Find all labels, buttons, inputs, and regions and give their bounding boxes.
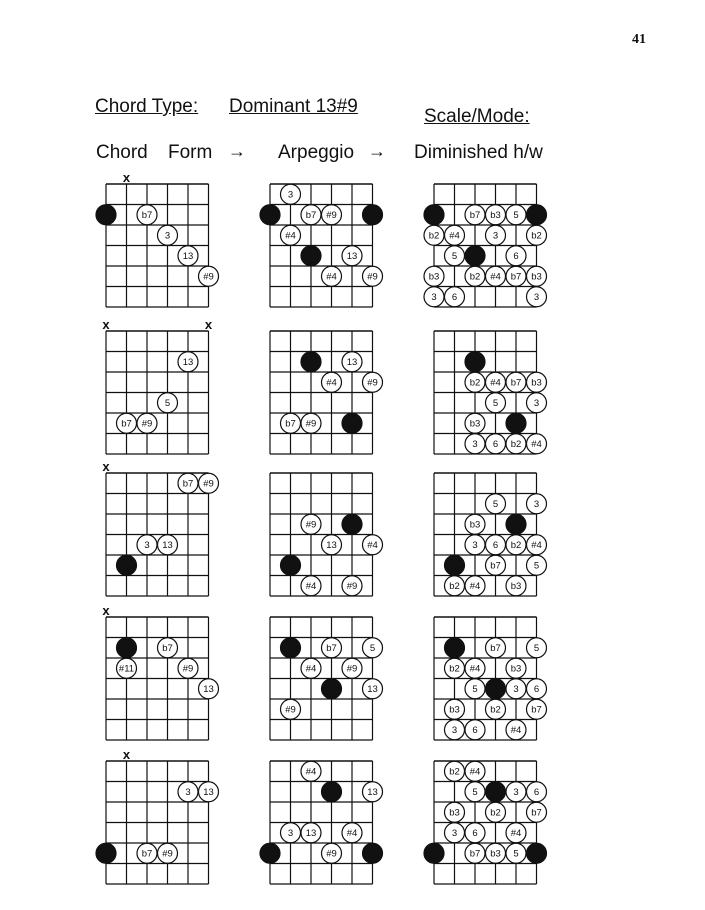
- note-dot: [363, 266, 383, 286]
- note-label: 3: [472, 438, 478, 450]
- note-dot: [281, 225, 301, 245]
- note-dot: [199, 782, 219, 802]
- note-label: #4: [367, 539, 378, 551]
- note-dot: [322, 372, 342, 392]
- note-label: 3: [451, 724, 458, 736]
- note-label: 13: [367, 786, 378, 798]
- note-label: #9: [285, 704, 296, 716]
- fretboard-diagram-r2c3: [434, 331, 547, 454]
- note-label: #4: [531, 438, 542, 450]
- root-note-dot: [96, 843, 116, 863]
- note-dot: [445, 287, 465, 307]
- note-label: b2: [490, 704, 501, 716]
- root-note-dot: [424, 205, 444, 225]
- note-dot: [486, 205, 506, 225]
- note-label: #9: [326, 209, 337, 221]
- note-label: b3: [490, 848, 501, 860]
- note-label: b2: [469, 271, 481, 283]
- note-dot: [465, 843, 485, 863]
- note-dot: [486, 802, 506, 822]
- note-dot: [445, 658, 465, 678]
- note-dot: [301, 413, 321, 433]
- note-dot: [363, 372, 383, 392]
- note-label: b2: [510, 438, 522, 450]
- note-dot: [465, 514, 485, 534]
- note-dot: [527, 434, 547, 454]
- note-dot: [158, 535, 178, 555]
- note-dot: [445, 246, 465, 266]
- note-dot: [506, 576, 526, 596]
- root-note-dot: [486, 782, 506, 802]
- root-note-dot: [322, 679, 342, 699]
- chord-type-value: Dominant 13#9: [229, 96, 358, 117]
- note-label: #9: [326, 848, 337, 860]
- note-label: #4: [510, 827, 522, 839]
- root-note-dot: [363, 205, 383, 225]
- note-dot: [527, 372, 547, 392]
- note-label: b7: [510, 377, 522, 389]
- note-dot: [445, 699, 465, 719]
- fretboard-diagram-r1c3: [424, 184, 547, 307]
- note-dot: [527, 699, 547, 719]
- root-note-dot: [465, 246, 485, 266]
- note-label: #9: [346, 580, 358, 592]
- root-note-dot: [445, 638, 465, 658]
- note-dot: [527, 638, 547, 658]
- note-dot: [445, 576, 465, 596]
- note-dot: [301, 823, 321, 843]
- note-dot: [486, 843, 506, 863]
- note-dot: [281, 823, 301, 843]
- note-dot: [465, 823, 485, 843]
- note-dot: [465, 372, 485, 392]
- note-dot: [465, 413, 485, 433]
- note-label: 13: [346, 356, 358, 368]
- fretboard-diagram-r1c2: [260, 184, 383, 307]
- note-label: 3: [287, 827, 294, 839]
- note-dot: [199, 473, 219, 493]
- note-label: 5: [369, 642, 376, 654]
- note-dot: [137, 843, 157, 863]
- note-dot: [301, 514, 321, 534]
- note-dot: [486, 225, 506, 245]
- note-label: 5: [492, 498, 499, 510]
- root-note-dot: [527, 205, 547, 225]
- note-label: #4: [510, 724, 522, 736]
- note-label: 5: [513, 848, 519, 860]
- note-label: b7: [326, 642, 337, 654]
- note-dot: [322, 535, 342, 555]
- note-label: #4: [469, 766, 481, 778]
- muted-string-mark: x: [102, 459, 110, 474]
- note-label: 6: [492, 539, 499, 551]
- note-dot: [486, 434, 506, 454]
- note-label: b3: [469, 519, 481, 531]
- note-dot: [137, 413, 157, 433]
- column-heading-chord: Chord: [96, 142, 148, 163]
- note-label: 5: [492, 397, 499, 409]
- note-dot: [527, 287, 547, 307]
- note-label: b7: [141, 848, 153, 860]
- note-dot: [137, 205, 157, 225]
- root-note-dot: [486, 679, 506, 699]
- note-dot: [342, 658, 362, 678]
- note-label: #9: [162, 848, 173, 860]
- note-label: b3: [531, 377, 542, 389]
- note-dot: [527, 802, 547, 822]
- note-label: 3: [533, 291, 540, 303]
- note-label: #9: [203, 271, 214, 283]
- note-dot: [117, 658, 137, 678]
- note-dot: [158, 225, 178, 245]
- note-dot: [199, 266, 219, 286]
- note-label: b3: [510, 663, 522, 675]
- note-dot: [363, 679, 383, 699]
- note-dot: [445, 802, 465, 822]
- root-note-dot: [96, 205, 116, 225]
- note-dot: [424, 225, 444, 245]
- root-note-dot: [506, 413, 526, 433]
- column-heading-form: Form: [168, 142, 213, 163]
- root-note-dot: [301, 352, 321, 372]
- root-note-dot: [322, 782, 342, 802]
- root-note-dot: [363, 843, 383, 863]
- note-label: #4: [305, 766, 317, 778]
- note-dot: [363, 535, 383, 555]
- note-label: b7: [305, 209, 317, 221]
- note-label: 3: [287, 189, 294, 201]
- muted-string-mark: x: [102, 317, 110, 332]
- note-dot: [158, 393, 178, 413]
- note-dot: [506, 843, 526, 863]
- root-note-dot: [260, 205, 280, 225]
- note-label: 3: [513, 786, 519, 798]
- root-note-dot: [424, 843, 444, 863]
- root-note-dot: [117, 638, 137, 658]
- note-label: 5: [164, 397, 171, 409]
- note-label: b7: [531, 807, 542, 819]
- note-label: 13: [346, 250, 358, 262]
- note-dot: [178, 473, 198, 493]
- note-dot: [445, 823, 465, 843]
- note-label: 3: [144, 539, 150, 551]
- note-dot: [178, 782, 198, 802]
- note-label: #9: [182, 663, 194, 675]
- note-dot: [322, 266, 342, 286]
- note-label: b3: [490, 209, 501, 221]
- note-dot: [465, 205, 485, 225]
- note-dot: [322, 638, 342, 658]
- fretboard-diagram-r4c3: [434, 617, 547, 740]
- note-label: b3: [510, 580, 522, 592]
- note-dot: [506, 679, 526, 699]
- note-label: 6: [533, 786, 540, 798]
- note-label: b2: [490, 807, 501, 819]
- muted-string-mark: x: [102, 603, 110, 618]
- root-note-dot: [260, 843, 280, 863]
- root-note-dot: [506, 514, 526, 534]
- note-label: #4: [469, 663, 481, 675]
- note-dot: [527, 393, 547, 413]
- note-dot: [527, 535, 547, 555]
- note-label: 3: [533, 397, 540, 409]
- note-dot: [363, 638, 383, 658]
- note-dot: [486, 699, 506, 719]
- note-label: b7: [531, 704, 542, 716]
- note-label: b7: [510, 271, 522, 283]
- note-dot: [486, 494, 506, 514]
- root-note-dot: [527, 843, 547, 863]
- arrow-icon: →: [368, 141, 386, 161]
- scale-mode-label: Scale/Mode:: [424, 106, 530, 127]
- fretboard-diagram-r4c1: [102, 603, 218, 740]
- note-label: 6: [451, 291, 458, 303]
- note-label: b7: [490, 642, 501, 654]
- fretboard-diagram-r3c2: [270, 473, 383, 596]
- note-label: 3: [513, 683, 519, 695]
- fretboard-diagram-r5c3: [424, 761, 547, 884]
- fretboard-diagram-r3c1: [102, 459, 218, 596]
- note-dot: [465, 535, 485, 555]
- note-dot: [281, 413, 301, 433]
- note-label: #9: [141, 418, 153, 430]
- note-label: #4: [326, 377, 337, 389]
- note-dot: [486, 266, 506, 286]
- fretboard-diagram-r4c2: [270, 617, 383, 740]
- note-dot: [486, 555, 506, 575]
- note-dot: [301, 205, 321, 225]
- note-label: 5: [472, 683, 478, 695]
- fretboard-diagram-r2c1: [102, 317, 213, 454]
- note-dot: [445, 720, 465, 740]
- note-label: b2: [510, 539, 522, 551]
- note-dot: [158, 638, 178, 658]
- note-label: b2: [428, 230, 440, 242]
- note-dot: [424, 287, 444, 307]
- note-label: 13: [203, 683, 214, 695]
- note-label: 6: [513, 250, 519, 262]
- note-dot: [199, 679, 219, 699]
- fretboard-diagram-r5c2: [260, 761, 383, 884]
- note-dot: [465, 761, 485, 781]
- note-dot: [465, 434, 485, 454]
- note-label: 3: [185, 786, 191, 798]
- note-label: #4: [531, 539, 542, 551]
- note-label: 5: [533, 560, 540, 572]
- note-label: 6: [533, 683, 540, 695]
- note-label: b2: [469, 377, 481, 389]
- note-dot: [506, 434, 526, 454]
- note-label: b7: [285, 418, 296, 430]
- note-dot: [342, 576, 362, 596]
- note-dot: [178, 352, 198, 372]
- note-dot: [117, 413, 137, 433]
- note-dot: [465, 720, 485, 740]
- note-dot: [281, 699, 301, 719]
- note-label: #4: [490, 377, 501, 389]
- note-dot: [527, 494, 547, 514]
- fretboard-diagram-r2c2: [270, 331, 383, 454]
- note-dot: [465, 658, 485, 678]
- root-note-dot: [117, 555, 137, 575]
- note-dot: [506, 372, 526, 392]
- note-dot: [301, 576, 321, 596]
- note-dot: [342, 246, 362, 266]
- note-label: b2: [531, 230, 542, 242]
- note-label: #4: [326, 271, 337, 283]
- note-dot: [301, 658, 321, 678]
- note-label: 3: [472, 539, 478, 551]
- note-label: b2: [449, 766, 460, 778]
- note-dot: [527, 225, 547, 245]
- root-note-dot: [445, 555, 465, 575]
- note-dot: [527, 266, 547, 286]
- note-dot: [445, 225, 465, 245]
- note-dot: [363, 782, 383, 802]
- note-label: #4: [305, 580, 317, 592]
- column-heading-arpeggio: Arpeggio: [278, 142, 355, 163]
- note-label: 13: [305, 827, 317, 839]
- column-heading-scale: Diminished h/w: [414, 142, 543, 163]
- note-label: 3: [451, 827, 458, 839]
- note-dot: [465, 266, 485, 286]
- note-dot: [486, 535, 506, 555]
- note-dot: [301, 761, 321, 781]
- note-dot: [342, 823, 362, 843]
- note-label: b2: [449, 580, 460, 592]
- note-label: b3: [531, 271, 542, 283]
- note-dot: [506, 535, 526, 555]
- note-dot: [137, 535, 157, 555]
- fretboard-diagram-r3c3: [434, 473, 547, 596]
- note-label: 13: [326, 539, 337, 551]
- note-dot: [506, 720, 526, 740]
- note-label: 5: [472, 786, 478, 798]
- root-note-dot: [281, 638, 301, 658]
- note-dot: [506, 246, 526, 266]
- muted-string-mark: x: [204, 317, 213, 332]
- note-dot: [486, 393, 506, 413]
- muted-string-mark: x: [122, 747, 131, 762]
- note-dot: [178, 246, 198, 266]
- note-label: #9: [367, 377, 378, 389]
- note-dot: [424, 266, 444, 286]
- note-label: b7: [469, 848, 481, 860]
- note-label: b7: [182, 478, 194, 490]
- fretboard-diagram-r1c1: [96, 170, 219, 307]
- root-note-dot: [342, 413, 362, 433]
- note-dot: [506, 205, 526, 225]
- note-label: b7: [162, 642, 173, 654]
- note-dot: [158, 843, 178, 863]
- note-label: 13: [182, 356, 194, 368]
- note-label: #4: [285, 230, 296, 242]
- note-dot: [486, 372, 506, 392]
- note-label: 5: [513, 209, 519, 221]
- note-label: 6: [472, 827, 478, 839]
- page-number: 41: [632, 32, 646, 47]
- note-dot: [506, 266, 526, 286]
- note-label: #9: [305, 418, 317, 430]
- note-label: #9: [367, 271, 378, 283]
- note-dot: [445, 761, 465, 781]
- note-label: b3: [449, 807, 460, 819]
- note-label: 13: [367, 683, 378, 695]
- note-label: #4: [305, 663, 317, 675]
- note-label: b3: [469, 418, 481, 430]
- note-label: #11: [118, 663, 135, 675]
- root-note-dot: [281, 555, 301, 575]
- note-dot: [322, 205, 342, 225]
- note-label: b7: [469, 209, 481, 221]
- note-dot: [281, 184, 301, 204]
- note-label: #4: [490, 271, 501, 283]
- muted-string-mark: x: [122, 170, 131, 185]
- note-label: b7: [141, 209, 153, 221]
- note-dot: [178, 658, 198, 678]
- note-dot: [465, 576, 485, 596]
- note-dot: [506, 782, 526, 802]
- note-label: #4: [469, 580, 481, 592]
- note-label: #9: [305, 519, 317, 531]
- note-dot: [486, 638, 506, 658]
- note-label: #9: [346, 663, 358, 675]
- note-label: 3: [431, 291, 437, 303]
- note-label: b7: [490, 560, 501, 572]
- note-label: b2: [449, 663, 460, 675]
- arrow-icon: →: [228, 141, 246, 161]
- note-dot: [342, 352, 362, 372]
- chord-type-label: Chord Type:: [95, 96, 199, 117]
- note-dot: [465, 679, 485, 699]
- note-dot: [527, 782, 547, 802]
- note-label: b3: [449, 704, 460, 716]
- note-label: 13: [203, 786, 214, 798]
- note-dot: [322, 843, 342, 863]
- root-note-dot: [465, 352, 485, 372]
- note-dot: [527, 679, 547, 699]
- note-dot: [465, 782, 485, 802]
- note-label: 3: [533, 498, 540, 510]
- fretboard-diagram-r5c1: [96, 747, 219, 884]
- root-note-dot: [342, 514, 362, 534]
- note-label: 6: [472, 724, 478, 736]
- note-label: #9: [203, 478, 214, 490]
- note-dot: [527, 555, 547, 575]
- note-dot: [506, 658, 526, 678]
- note-label: 3: [164, 230, 171, 242]
- note-label: 13: [182, 250, 194, 262]
- root-note-dot: [301, 246, 321, 266]
- note-label: 5: [451, 250, 458, 262]
- note-label: 6: [492, 438, 499, 450]
- note-label: b7: [121, 418, 132, 430]
- note-label: #4: [346, 827, 358, 839]
- note-label: 13: [162, 539, 173, 551]
- note-label: b3: [428, 271, 440, 283]
- note-label: 3: [492, 230, 499, 242]
- note-dot: [506, 823, 526, 843]
- note-label: #4: [449, 230, 460, 242]
- note-label: 5: [533, 642, 540, 654]
